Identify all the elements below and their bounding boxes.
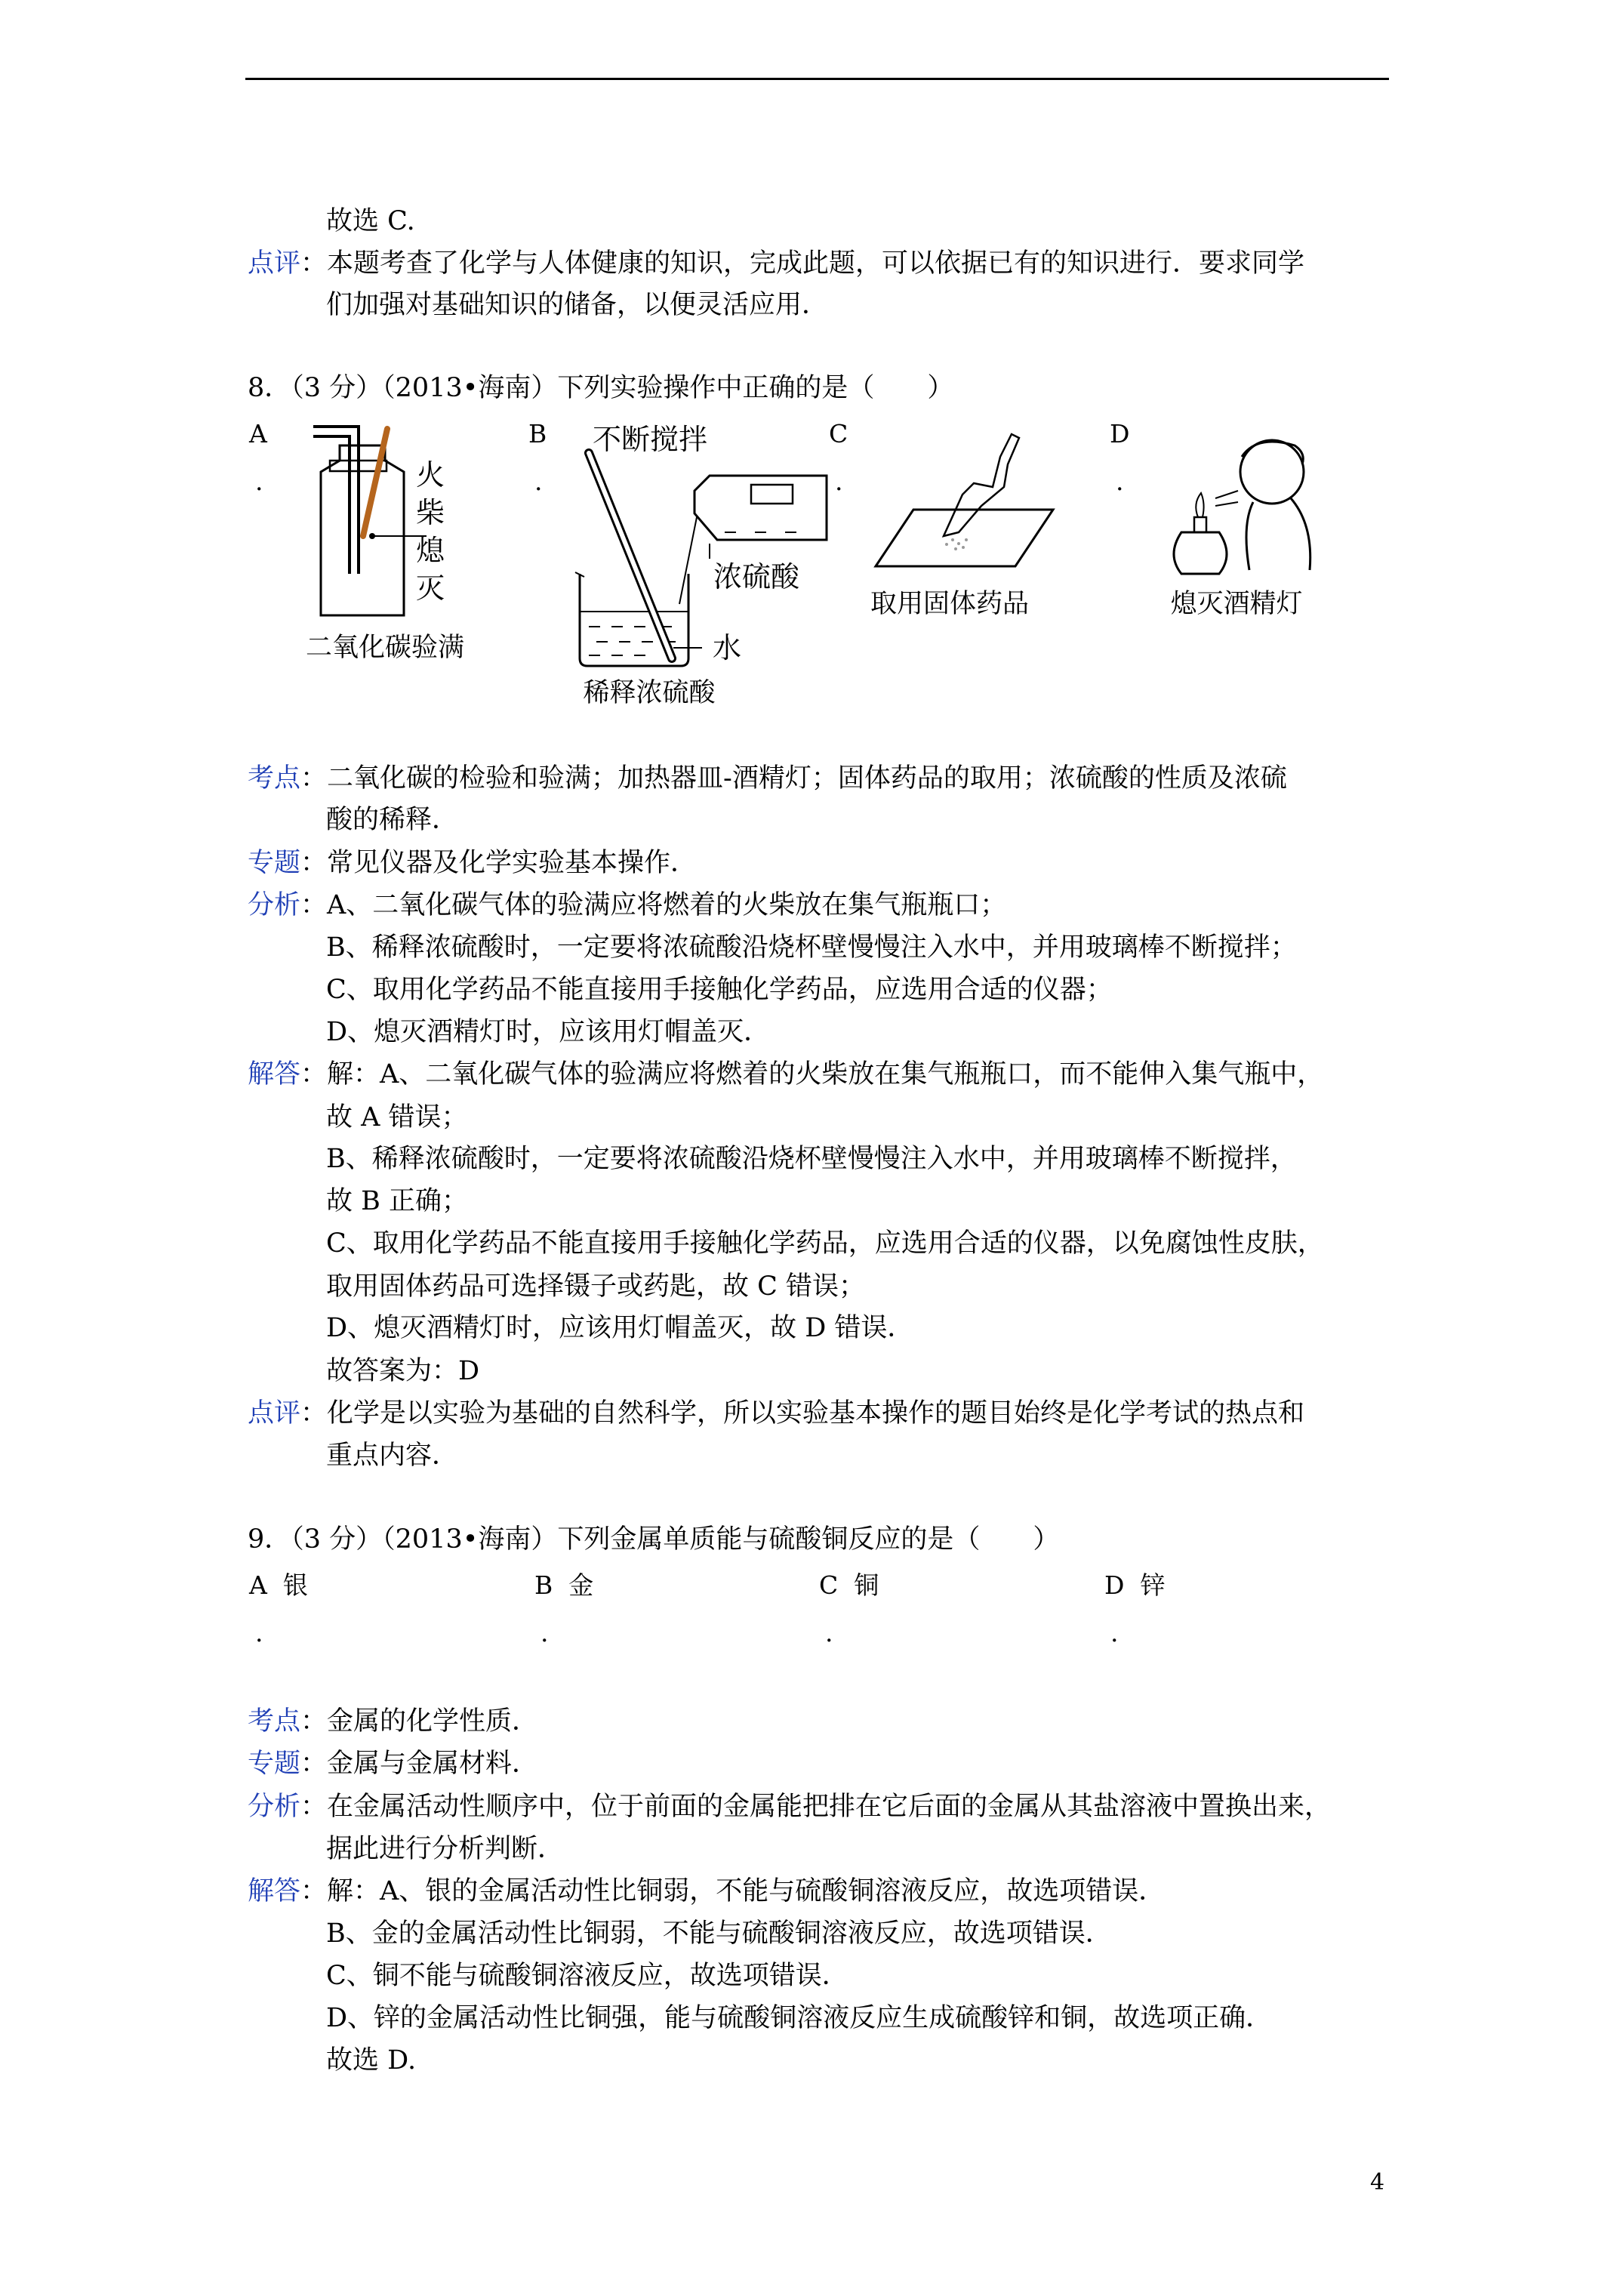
q9-kaodian: 考点：金属的化学性质． [248, 1706, 539, 1737]
q7-review-line-2: 们加强对基础知识的储备，以便灵活应用． [326, 290, 829, 320]
zhuanti-label: 专题 [248, 1749, 301, 1779]
q8-option-c-dot: . [835, 467, 843, 496]
header-rule [245, 78, 1389, 80]
q8-jieda-line-3: B、稀释浓硫酸时，一定要将浓硫酸沿烧杯壁慢慢注入水中，并用玻璃棒不断搅拌， [326, 1144, 1297, 1174]
q9-option-b: B 金 [534, 1570, 594, 1600]
q8-review-line-1: 点评：化学是以实验为基础的自然科学，所以实验基本操作的题目始终是化学考试的热点和 [248, 1398, 1305, 1428]
q8-fenxi-line-2: B、稀释浓硫酸时，一定要将浓硫酸沿烧杯壁慢慢注入水中，并用玻璃棒不断搅拌； [326, 932, 1297, 963]
kaodian-label: 考点 [248, 1706, 301, 1737]
q9-jieda-line-4: D、锌的金属活动性比铜强，能与硫酸铜溶液反应生成硫酸锌和铜，故选项正确． [326, 2003, 1273, 2033]
q8-fenxi-line-1: 分析：A、二氧化碳气体的验满应将燃着的火柴放在集气瓶瓶口； [248, 890, 1007, 920]
page-number: 4 [1370, 2169, 1385, 2196]
q9-fenxi-line-1: 分析：在金属活动性顺序中，位于前面的金属能把排在它后面的金属从其盐溶液中置换出来， [248, 1792, 1332, 1822]
q8-jieda-line-2: 故 A 错误； [326, 1102, 468, 1133]
q9-option-b-dot: . [540, 1618, 549, 1647]
q8-jieda-line-7: D、熄灭酒精灯时，应该用灯帽盖灭，故 D 错误． [326, 1313, 914, 1343]
q9-fenxi-line-2: 据此进行分析判断． [326, 1834, 565, 1864]
q8-kaodian-line-1: 考点：二氧化碳的检验和验满；加热器皿-酒精灯；固体药品的取用；浓硫酸的性质及浓硫 [248, 763, 1287, 794]
figure-b-acid-label: 浓硫酸 [713, 560, 800, 593]
q9-option-c-dot: . [825, 1618, 833, 1647]
q8-option-b-letter: B [528, 419, 547, 448]
fenxi-label: 分析 [248, 890, 301, 920]
q9-option-a: A 银 [249, 1570, 308, 1600]
q9-option-c: C 铜 [819, 1570, 879, 1600]
figure-a-caption: 二氧化碳验满 [305, 633, 464, 663]
review-label: 点评 [248, 1398, 301, 1428]
figure-b-stir-label: 不断搅拌 [593, 423, 708, 456]
review-label: 点评 [248, 248, 301, 279]
q8-option-a-letter: A [249, 419, 267, 448]
q8-fenxi-line-4: D、熄灭酒精灯时，应该用灯帽盖灭． [326, 1017, 771, 1047]
q8-option-b-dot: . [534, 467, 543, 496]
fenxi-label: 分析 [248, 1792, 301, 1822]
figure-b-caption: 稀释浓硫酸 [583, 678, 716, 708]
q8-jieda-line-4: 故 B 正确； [326, 1186, 468, 1216]
q8-stem: 8．（3 分）（2013•海南）下列实验操作中正确的是（ ） [248, 373, 954, 403]
figure-a-side-label: 火 柴 熄 灭 [415, 458, 445, 605]
jieda-label: 解答 [248, 1876, 301, 1906]
q9-jieda-line-2: B、金的金属活动性比铜弱，不能与硫酸铜溶液反应，故选项错误． [326, 1918, 1112, 1949]
q8-option-a-dot: . [255, 467, 263, 496]
figure-c-caption: 取用固体药品 [870, 589, 1029, 619]
q9-jieda-line-5: 故选 D. [326, 2045, 417, 2076]
q9-stem: 9．（3 分）（2013•海南）下列金属单质能与硫酸铜反应的是（ ） [248, 1524, 1060, 1555]
q8-option-d-letter: D [1110, 419, 1130, 448]
kaodian-label: 考点 [248, 763, 301, 794]
q9-option-d-dot: . [1110, 1618, 1119, 1647]
q7-conclusion: 故选 C. [326, 206, 415, 236]
q9-zhuanti: 专题：金属与金属材料． [248, 1749, 539, 1779]
q9-option-d: D 锌 [1104, 1570, 1166, 1600]
jieda-label: 解答 [248, 1059, 301, 1089]
q8-jieda-line-6: 取用固体药品可选择镊子或药匙，故 C 错误； [326, 1271, 866, 1302]
figure-d-caption: 熄灭酒精灯 [1170, 589, 1303, 619]
q9-jieda-line-3: C、铜不能与硫酸铜溶液反应，故选项错误． [326, 1961, 848, 1991]
q8-zhuanti: 专题：常见仪器及化学实验基本操作． [248, 848, 698, 878]
q8-option-d-dot: . [1116, 467, 1124, 496]
figure-c-solid-reagent [868, 427, 1064, 578]
q9-option-a-dot: . [255, 1618, 263, 1647]
figure-b-water-label: 水 [713, 631, 742, 664]
figure-a-gas-bottle [298, 423, 494, 627]
figure-b-dilution [559, 423, 853, 687]
q7-review-line-1: 点评：本题考查了化学与人体健康的知识，完成此题，可以依据已有的知识进行．要求同学 [248, 248, 1305, 279]
q8-fenxi-line-3: C、取用化学药品不能直接用手接触化学药品，应选用合适的仪器； [326, 975, 1113, 1005]
q8-jieda-line-8: 故答案为：D [326, 1356, 480, 1386]
q8-review-line-2: 重点内容． [326, 1441, 459, 1471]
q8-option-c-letter: C [829, 419, 848, 448]
q8-jieda-line-5: C、取用化学药品不能直接用手接触化学药品，应选用合适的仪器，以免腐蚀性皮肤， [326, 1228, 1324, 1259]
q9-jieda-line-1: 解答：解：A、银的金属活动性比铜弱，不能与硫酸铜溶液反应，故选项错误． [248, 1876, 1166, 1906]
zhuanti-label: 专题 [248, 848, 301, 878]
q8-jieda-line-1: 解答：解：A、二氧化碳气体的验满应将燃着的火柴放在集气瓶瓶口，而不能伸入集气瓶中， [248, 1059, 1324, 1089]
q8-kaodian-line-2: 酸的稀释． [326, 805, 459, 835]
figure-d-alcohol-lamp [1151, 419, 1332, 585]
